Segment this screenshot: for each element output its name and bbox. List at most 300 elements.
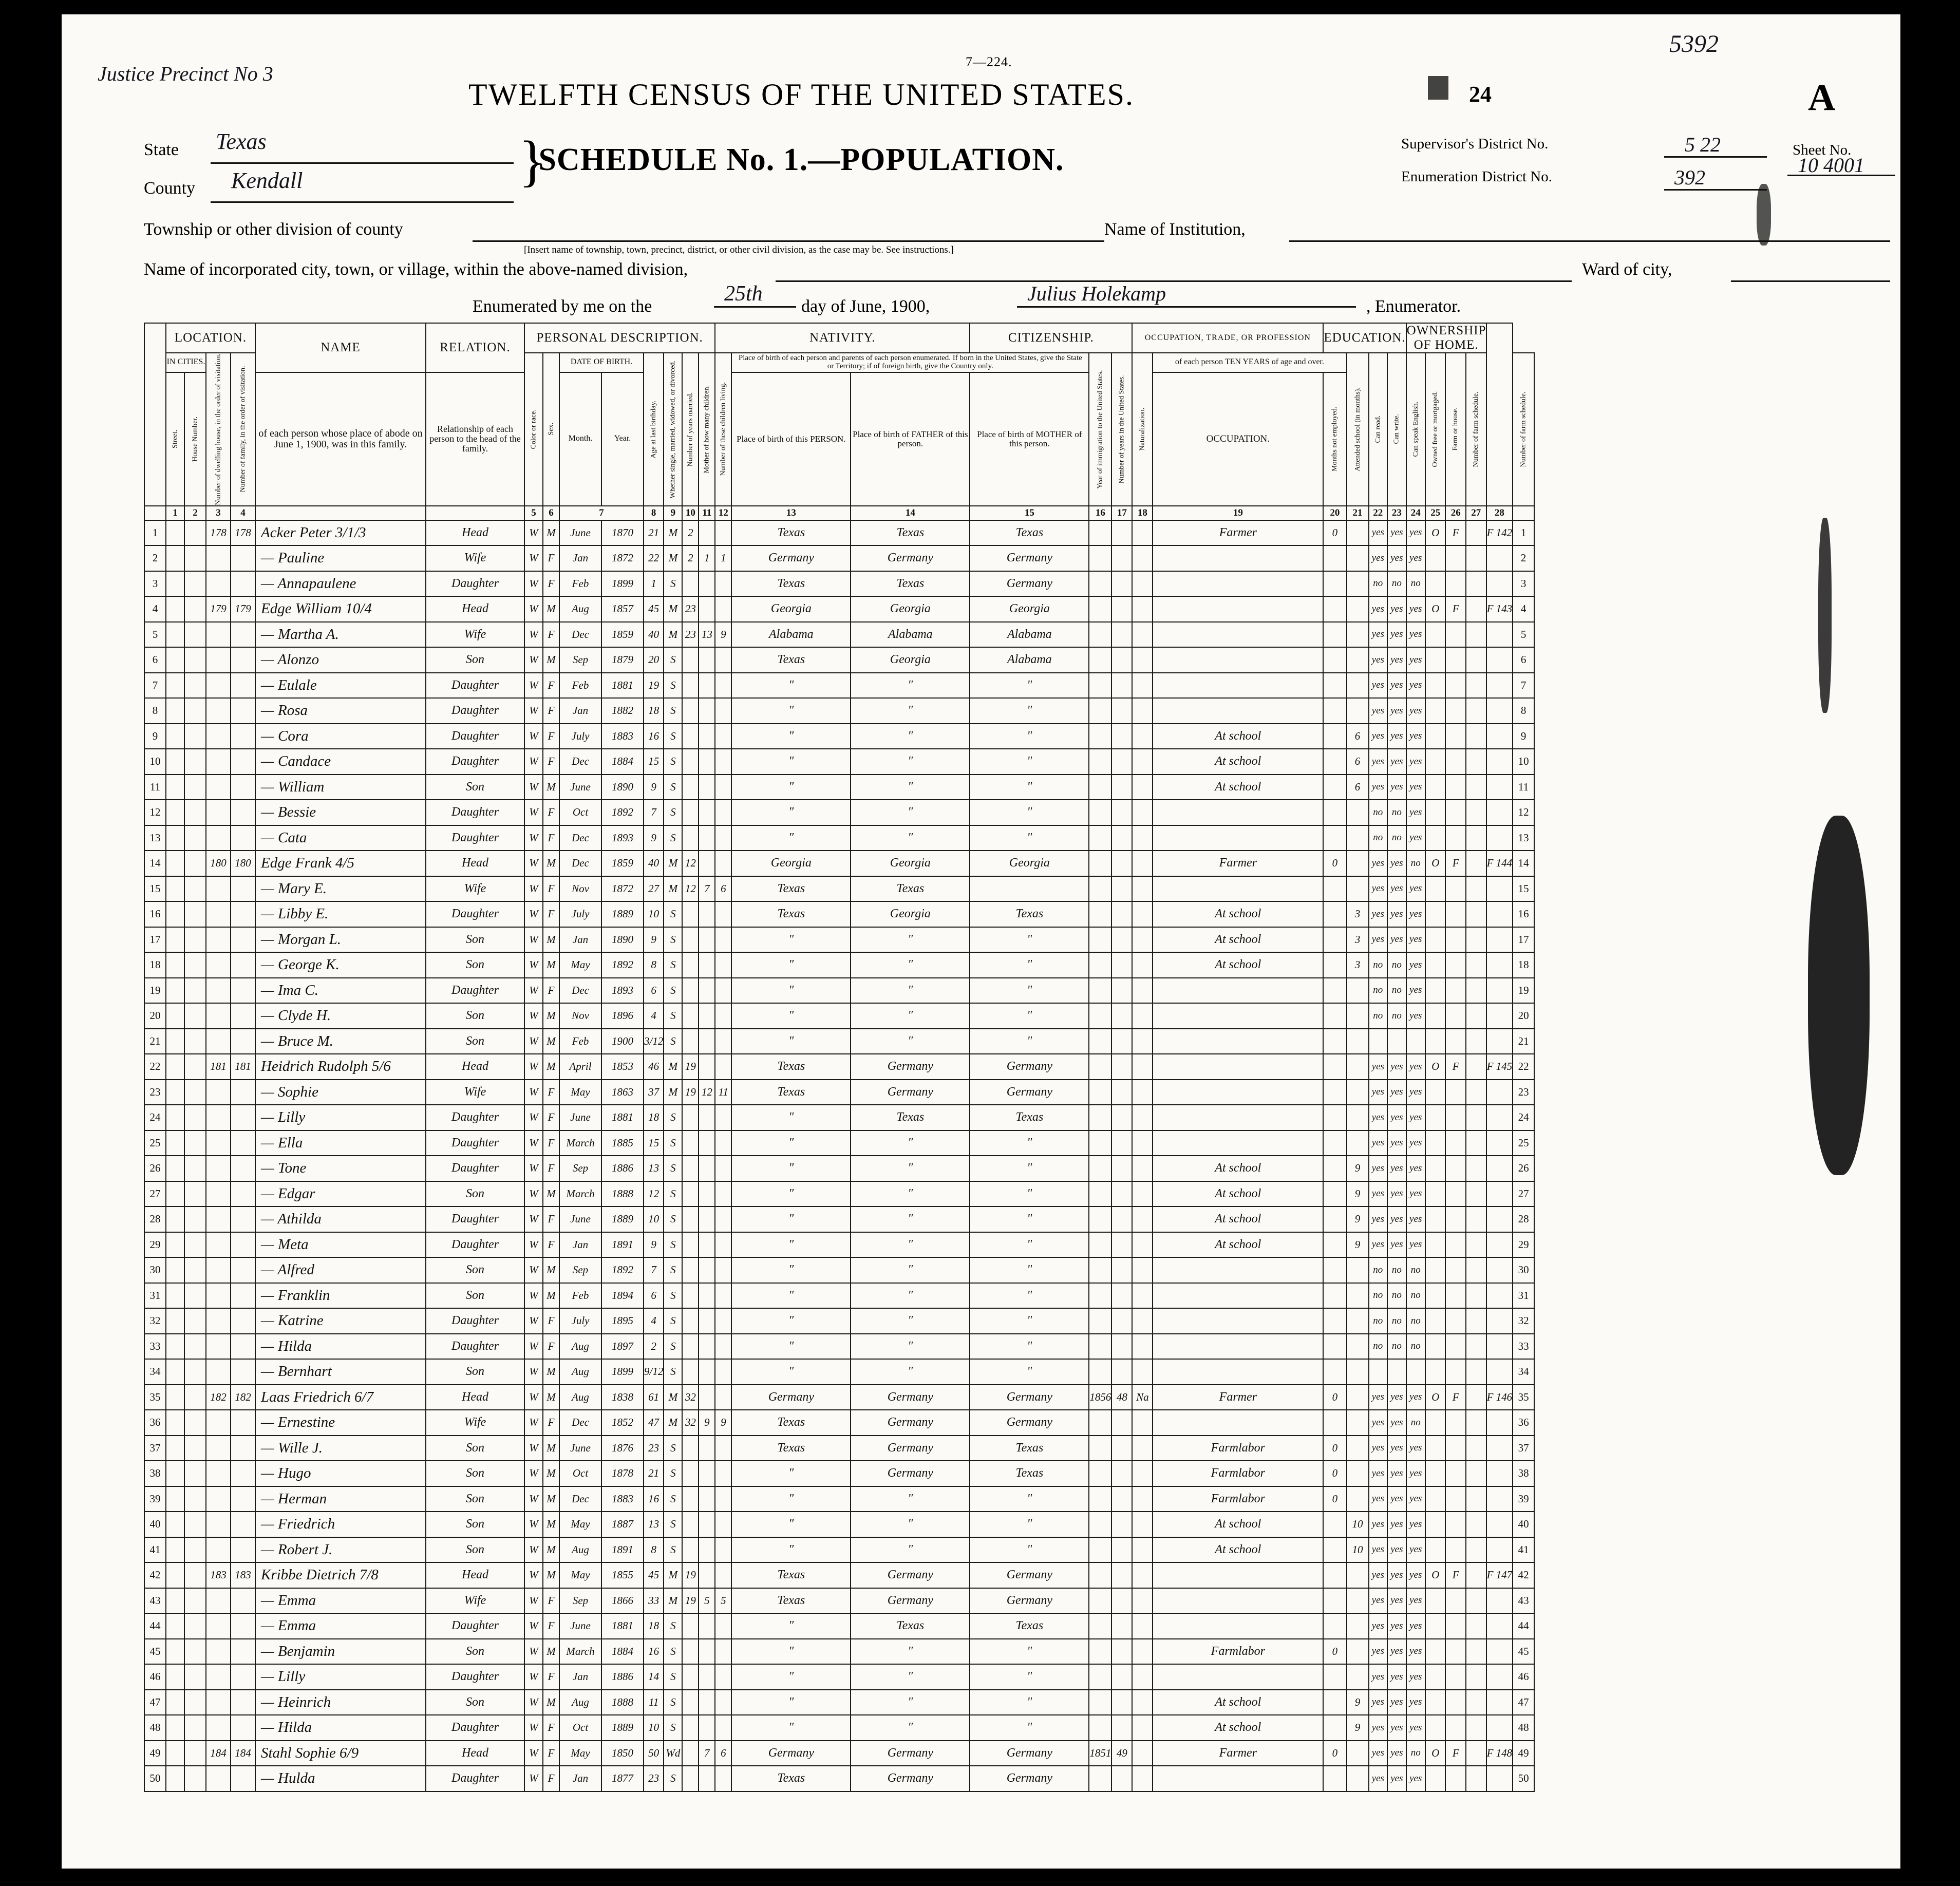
cell-pob-father: " xyxy=(851,825,970,851)
cell-months-school xyxy=(1347,1664,1369,1690)
cell-farm-schedule xyxy=(1486,775,1513,800)
cell-can-read: no xyxy=(1369,1003,1388,1029)
cell-owned-free: O xyxy=(1425,596,1446,622)
row-number-right: 23 xyxy=(1513,1080,1534,1105)
cell-age: 7 xyxy=(644,1257,664,1283)
cell-street xyxy=(166,1334,184,1360)
row-number-right: 27 xyxy=(1513,1181,1534,1207)
cell-house-number xyxy=(184,952,206,978)
cell-age: 19 xyxy=(644,673,664,699)
table-row[interactable] xyxy=(144,876,1534,902)
col-years-in-us: Number of years in the United States. xyxy=(1111,353,1132,506)
cell-color-race: W xyxy=(524,876,543,902)
cell-immigration-year xyxy=(1089,927,1111,953)
table-row[interactable] xyxy=(144,825,1534,851)
cell-house-number xyxy=(184,698,206,724)
cell-street xyxy=(166,1359,184,1385)
table-row[interactable] xyxy=(144,1436,1534,1461)
cell-sex: M xyxy=(543,927,559,953)
cell-years-in-us xyxy=(1111,1359,1132,1385)
colnum-26: 26 xyxy=(1445,506,1466,520)
cell-mother-children xyxy=(699,1156,715,1181)
table-row[interactable] xyxy=(144,927,1534,953)
table-row[interactable] xyxy=(144,901,1534,927)
row-number-left: 2 xyxy=(144,545,166,571)
cell-months-not-employed xyxy=(1323,825,1346,851)
cell-years-in-us xyxy=(1111,1308,1132,1334)
table-row[interactable] xyxy=(144,1512,1534,1537)
cell-sex: M xyxy=(543,1359,559,1385)
row-number-left: 20 xyxy=(144,1003,166,1029)
cell-occupation: Farmlabor xyxy=(1153,1639,1323,1665)
row-number-left: 17 xyxy=(144,927,166,953)
cell-mother-children xyxy=(699,851,715,876)
row-number-right: 31 xyxy=(1513,1283,1534,1309)
cell-occupation xyxy=(1153,1359,1323,1385)
cell-can-speak-english: yes xyxy=(1406,1105,1425,1130)
cell-immigration-year xyxy=(1089,800,1111,825)
cell-children-living xyxy=(715,1334,731,1360)
table-row[interactable] xyxy=(144,952,1534,978)
colnum-1: 1 xyxy=(166,506,184,520)
colnum-9: 9 xyxy=(664,506,682,520)
table-row[interactable] xyxy=(144,1562,1534,1588)
cell-can-write: yes xyxy=(1387,647,1406,673)
table-row[interactable] xyxy=(144,1181,1534,1207)
cell-age: 23 xyxy=(644,1766,664,1791)
cell-pob-father: " xyxy=(851,1512,970,1537)
cell-farm-or-house xyxy=(1466,927,1486,953)
cell-name: — Alfred xyxy=(255,1257,426,1283)
cell-can-read: yes xyxy=(1369,1537,1388,1563)
cell-house-number xyxy=(184,927,206,953)
table-row[interactable] xyxy=(144,698,1534,724)
cell-years-married xyxy=(682,1741,699,1766)
cell-months-school xyxy=(1347,1054,1369,1080)
table-row[interactable] xyxy=(144,673,1534,699)
cell-naturalization xyxy=(1132,775,1153,800)
enumerated-prefix: Enumerated by me on the xyxy=(473,297,652,316)
cell-birth-month: Aug xyxy=(559,1537,601,1563)
cell-can-write: no xyxy=(1387,1003,1406,1029)
cell-farm-or-house xyxy=(1466,545,1486,571)
table-row[interactable] xyxy=(144,1257,1534,1283)
cell-pob-father: Texas xyxy=(851,1105,970,1130)
table-row[interactable] xyxy=(144,545,1534,571)
cell-years-married xyxy=(682,1436,699,1461)
cell-pob-father: " xyxy=(851,952,970,978)
cell-months-not-employed xyxy=(1323,1715,1346,1741)
cell-owned-or-rented xyxy=(1445,775,1466,800)
cell-pob-mother: " xyxy=(970,952,1089,978)
cell-can-write: no xyxy=(1387,1257,1406,1283)
table-row[interactable] xyxy=(144,1613,1534,1639)
cell-years-married xyxy=(682,952,699,978)
cell-dwelling-number xyxy=(206,1690,231,1715)
cell-sex: M xyxy=(543,1486,559,1512)
cell-street xyxy=(166,1130,184,1156)
cell-farm-or-house xyxy=(1466,1334,1486,1360)
cell-can-speak-english: yes xyxy=(1406,952,1425,978)
cell-age: 18 xyxy=(644,1613,664,1639)
cell-can-write xyxy=(1387,1029,1406,1054)
cell-mother-children xyxy=(699,1105,715,1130)
cell-pob-person: " xyxy=(731,800,851,825)
table-row[interactable] xyxy=(144,1156,1534,1181)
cell-marital-status: S xyxy=(664,1613,682,1639)
table-row[interactable] xyxy=(144,1461,1534,1486)
cell-can-speak-english: yes xyxy=(1406,1385,1425,1410)
cell-years-married xyxy=(682,825,699,851)
cell-family-number: 180 xyxy=(231,851,255,876)
cell-can-read: yes xyxy=(1369,1054,1388,1080)
cell-can-read: yes xyxy=(1369,927,1388,953)
census-table xyxy=(144,323,1535,1792)
cell-pob-person: Texas xyxy=(731,1766,851,1791)
cell-pob-person: Georgia xyxy=(731,851,851,876)
cell-pob-person: " xyxy=(731,952,851,978)
cell-age: 1 xyxy=(644,571,664,597)
table-row[interactable] xyxy=(144,775,1534,800)
table-row[interactable] xyxy=(144,1537,1534,1563)
cell-occupation xyxy=(1153,1029,1323,1054)
cell-years-married xyxy=(682,1486,699,1512)
cell-owned-free xyxy=(1425,1410,1446,1436)
cell-age: 6 xyxy=(644,1283,664,1309)
cell-immigration-year xyxy=(1089,775,1111,800)
cell-can-read: yes xyxy=(1369,1613,1388,1639)
table-row[interactable] xyxy=(144,1334,1534,1360)
cell-house-number xyxy=(184,1613,206,1639)
row-number-right: 13 xyxy=(1513,825,1534,851)
cell-can-read: yes xyxy=(1369,901,1388,927)
cell-farm-or-house xyxy=(1466,1664,1486,1690)
cell-owned-or-rented xyxy=(1445,1003,1466,1029)
cell-can-write: yes xyxy=(1387,1130,1406,1156)
cell-name: — Alonzo xyxy=(255,647,426,673)
table-row[interactable] xyxy=(144,1029,1534,1054)
cell-color-race: W xyxy=(524,647,543,673)
cell-pob-person: Texas xyxy=(731,876,851,902)
table-row[interactable] xyxy=(144,1410,1534,1436)
table-row[interactable] xyxy=(144,1080,1534,1105)
subheader-date-of-birth: DATE OF BIRTH. xyxy=(559,353,644,372)
row-number-left: 4 xyxy=(144,596,166,622)
cell-marital-status: S xyxy=(664,1308,682,1334)
table-row[interactable] xyxy=(144,1232,1534,1258)
cell-children-living xyxy=(715,1639,731,1665)
cell-months-not-employed xyxy=(1323,1054,1346,1080)
cell-naturalization xyxy=(1132,673,1153,699)
cell-sex: M xyxy=(543,520,559,546)
enumerator-rule xyxy=(1017,306,1356,308)
table-row[interactable] xyxy=(144,1054,1534,1080)
cell-months-not-employed xyxy=(1323,1232,1346,1258)
cell-name: — Edgar xyxy=(255,1181,426,1207)
cell-mother-children xyxy=(699,1385,715,1410)
table-row[interactable] xyxy=(144,978,1534,1004)
cell-birth-year: 1850 xyxy=(601,1741,644,1766)
cell-name: — Heinrich xyxy=(255,1690,426,1715)
cell-mother-children xyxy=(699,952,715,978)
cell-mother-children: 12 xyxy=(699,1080,715,1105)
col-pob-person: Place of birth of this PERSON. xyxy=(731,372,851,506)
cell-relation: Head xyxy=(426,1385,524,1410)
cell-birth-month: Dec xyxy=(559,622,601,648)
table-row[interactable] xyxy=(144,647,1534,673)
cell-pob-mother: Germany xyxy=(970,1054,1089,1080)
cell-owned-or-rented xyxy=(1445,1359,1466,1385)
cell-children-living xyxy=(715,978,731,1004)
cell-farm-or-house xyxy=(1466,1257,1486,1283)
table-row[interactable] xyxy=(144,1639,1534,1665)
cell-owned-or-rented xyxy=(1445,571,1466,597)
cell-occupation xyxy=(1153,1080,1323,1105)
cell-can-read: yes xyxy=(1369,1741,1388,1766)
cell-birth-year: 1893 xyxy=(601,825,644,851)
cell-children-living xyxy=(715,901,731,927)
cell-house-number xyxy=(184,901,206,927)
cell-birth-month: Sep xyxy=(559,647,601,673)
col-birth-month: Month. xyxy=(559,372,601,506)
cell-family-number xyxy=(231,1080,255,1105)
cell-naturalization xyxy=(1132,1690,1153,1715)
enumerator-label: , Enumerator. xyxy=(1366,297,1461,316)
cell-pob-mother: " xyxy=(970,1206,1089,1232)
table-row[interactable] xyxy=(144,1385,1534,1410)
cell-owned-or-rented xyxy=(1445,1537,1466,1563)
cell-can-read: no xyxy=(1369,825,1388,851)
table-row[interactable] xyxy=(144,520,1534,546)
cell-birth-year: 1884 xyxy=(601,749,644,775)
cell-occupation: At school xyxy=(1153,749,1323,775)
table-row[interactable] xyxy=(144,622,1534,648)
cell-owned-free xyxy=(1425,1664,1446,1690)
institution-rule xyxy=(1289,240,1890,242)
cell-relation: Son xyxy=(426,1283,524,1309)
cell-name: Heidrich Rudolph 5/6 xyxy=(255,1054,426,1080)
cell-mother-children xyxy=(699,978,715,1004)
cell-age: 45 xyxy=(644,1562,664,1588)
cell-years-in-us xyxy=(1111,1334,1132,1360)
cell-sex: F xyxy=(543,978,559,1004)
cell-dwelling-number xyxy=(206,1232,231,1258)
cell-relation: Daughter xyxy=(426,1308,524,1334)
cell-owned-or-rented: F xyxy=(1445,1385,1466,1410)
cell-pob-mother: " xyxy=(970,1156,1089,1181)
cell-can-write: no xyxy=(1387,825,1406,851)
cell-marital-status: M xyxy=(664,545,682,571)
cell-can-read: no xyxy=(1369,1257,1388,1283)
cell-farm-schedule xyxy=(1486,876,1513,902)
cell-immigration-year xyxy=(1089,1690,1111,1715)
cell-owned-or-rented xyxy=(1445,800,1466,825)
cell-marital-status: S xyxy=(664,1512,682,1537)
cell-farm-or-house xyxy=(1466,1613,1486,1639)
cell-occupation: Farmer xyxy=(1153,1385,1323,1410)
cell-immigration-year xyxy=(1089,1562,1111,1588)
cell-children-living xyxy=(715,1181,731,1207)
cell-years-in-us: 49 xyxy=(1111,1741,1132,1766)
cell-marital-status: S xyxy=(664,571,682,597)
cell-color-race: W xyxy=(524,545,543,571)
cell-can-write: yes xyxy=(1387,1054,1406,1080)
cell-color-race: W xyxy=(524,1334,543,1360)
cell-naturalization xyxy=(1132,1206,1153,1232)
cell-years-married: 2 xyxy=(682,545,699,571)
cell-age: 15 xyxy=(644,749,664,775)
cell-years-in-us xyxy=(1111,901,1132,927)
cell-color-race: W xyxy=(524,1283,543,1309)
cell-mother-children xyxy=(699,1436,715,1461)
table-row[interactable] xyxy=(144,1105,1534,1130)
cell-occupation: At school xyxy=(1153,901,1323,927)
cell-naturalization xyxy=(1132,1105,1153,1130)
cell-farm-or-house xyxy=(1466,622,1486,648)
cell-months-not-employed xyxy=(1323,927,1346,953)
cell-family-number xyxy=(231,698,255,724)
table-row[interactable] xyxy=(144,1588,1534,1614)
cell-can-speak-english: yes xyxy=(1406,1639,1425,1665)
cell-can-read: yes xyxy=(1369,1156,1388,1181)
archive-number: 5392 xyxy=(1669,30,1719,58)
cell-months-school: 9 xyxy=(1347,1206,1369,1232)
cell-owned-or-rented xyxy=(1445,1308,1466,1334)
cell-house-number xyxy=(184,1512,206,1537)
table-row[interactable] xyxy=(144,1283,1534,1309)
cell-farm-or-house xyxy=(1466,647,1486,673)
table-row[interactable] xyxy=(144,1359,1534,1385)
cell-owned-free xyxy=(1425,901,1446,927)
cell-birth-month: Feb xyxy=(559,673,601,699)
cell-years-in-us xyxy=(1111,1486,1132,1512)
table-row[interactable] xyxy=(144,851,1534,876)
cell-owned-or-rented xyxy=(1445,1105,1466,1130)
cell-can-read: yes xyxy=(1369,1512,1388,1537)
cell-can-speak-english: no xyxy=(1406,1334,1425,1360)
cell-years-in-us xyxy=(1111,1766,1132,1791)
cell-marital-status: S xyxy=(664,1156,682,1181)
table-row[interactable] xyxy=(144,1003,1534,1029)
table-row[interactable] xyxy=(144,1690,1534,1715)
cell-children-living xyxy=(715,1232,731,1258)
page-number: 24 xyxy=(1469,82,1492,107)
cell-farm-or-house xyxy=(1466,1232,1486,1258)
cell-dwelling-number xyxy=(206,1410,231,1436)
row-number-left: 11 xyxy=(144,775,166,800)
table-row[interactable] xyxy=(144,1206,1534,1232)
cell-name: — Hugo xyxy=(255,1461,426,1486)
cell-house-number xyxy=(184,749,206,775)
cell-house-number xyxy=(184,724,206,749)
cell-farm-schedule xyxy=(1486,1130,1513,1156)
cell-family-number xyxy=(231,724,255,749)
col-can-speak-english: Can speak English. xyxy=(1406,353,1425,506)
cell-years-in-us xyxy=(1111,1283,1132,1309)
cell-color-race: W xyxy=(524,1486,543,1512)
table-row[interactable] xyxy=(144,1664,1534,1690)
cell-can-read: yes xyxy=(1369,1080,1388,1105)
cell-mother-children xyxy=(699,1334,715,1360)
cell-birth-month: Nov xyxy=(559,1003,601,1029)
cell-naturalization xyxy=(1132,596,1153,622)
cell-naturalization xyxy=(1132,1410,1153,1436)
group-citizenship: CITIZENSHIP. xyxy=(970,323,1132,353)
table-row[interactable] xyxy=(144,1486,1534,1512)
cell-street xyxy=(166,901,184,927)
cell-farm-or-house xyxy=(1466,1003,1486,1029)
table-row[interactable] xyxy=(144,1741,1534,1766)
cell-mother-children xyxy=(699,927,715,953)
cell-dwelling-number: 183 xyxy=(206,1562,231,1588)
cell-years-in-us xyxy=(1111,775,1132,800)
cell-can-speak-english: yes xyxy=(1406,800,1425,825)
cell-birth-year: 1889 xyxy=(601,1206,644,1232)
cell-occupation xyxy=(1153,1766,1323,1791)
table-row[interactable] xyxy=(144,1308,1534,1334)
cell-can-write: yes xyxy=(1387,1639,1406,1665)
cell-family-number xyxy=(231,1486,255,1512)
table-row[interactable] xyxy=(144,724,1534,749)
cell-can-write: yes xyxy=(1387,520,1406,546)
cell-pob-person: " xyxy=(731,1283,851,1309)
colnum-22: 22 xyxy=(1369,506,1388,520)
cell-owned-or-rented: F xyxy=(1445,1054,1466,1080)
cell-owned-free: O xyxy=(1425,1054,1446,1080)
cell-pob-mother: Georgia xyxy=(970,596,1089,622)
table-row[interactable] xyxy=(144,571,1534,597)
cell-sex: F xyxy=(543,1766,559,1791)
cell-occupation: At school xyxy=(1153,1156,1323,1181)
cell-immigration-year xyxy=(1089,647,1111,673)
cell-family-number xyxy=(231,749,255,775)
cell-immigration-year xyxy=(1089,1766,1111,1791)
cell-pob-mother: Germany xyxy=(970,1410,1089,1436)
cell-birth-month: April xyxy=(559,1054,601,1080)
cell-immigration-year xyxy=(1089,1512,1111,1537)
cell-farm-or-house xyxy=(1466,952,1486,978)
cell-naturalization xyxy=(1132,927,1153,953)
cell-family-number xyxy=(231,876,255,902)
row-number-right: 47 xyxy=(1513,1690,1534,1715)
cell-street xyxy=(166,1232,184,1258)
col-sex: Sex. xyxy=(543,353,559,506)
table-row[interactable] xyxy=(144,800,1534,825)
cell-family-number xyxy=(231,1232,255,1258)
table-row[interactable] xyxy=(144,1766,1534,1791)
cell-color-race: W xyxy=(524,1156,543,1181)
cell-children-living xyxy=(715,800,731,825)
cell-pob-person: Texas xyxy=(731,1562,851,1588)
table-row[interactable] xyxy=(144,1715,1534,1741)
cell-children-living xyxy=(715,1003,731,1029)
cell-children-living xyxy=(715,1461,731,1486)
cell-mother-children: 7 xyxy=(699,1741,715,1766)
cell-age: 18 xyxy=(644,1105,664,1130)
cell-pob-mother: " xyxy=(970,825,1089,851)
cell-dwelling-number xyxy=(206,571,231,597)
table-row[interactable] xyxy=(144,749,1534,775)
cell-dwelling-number xyxy=(206,1512,231,1537)
cell-years-in-us xyxy=(1111,724,1132,749)
cell-years-married xyxy=(682,1105,699,1130)
cell-owned-or-rented xyxy=(1445,698,1466,724)
cell-dwelling-number xyxy=(206,1283,231,1309)
table-row[interactable] xyxy=(144,596,1534,622)
table-row[interactable] xyxy=(144,1130,1534,1156)
state-value: Texas xyxy=(216,129,267,154)
cell-naturalization xyxy=(1132,1308,1153,1334)
